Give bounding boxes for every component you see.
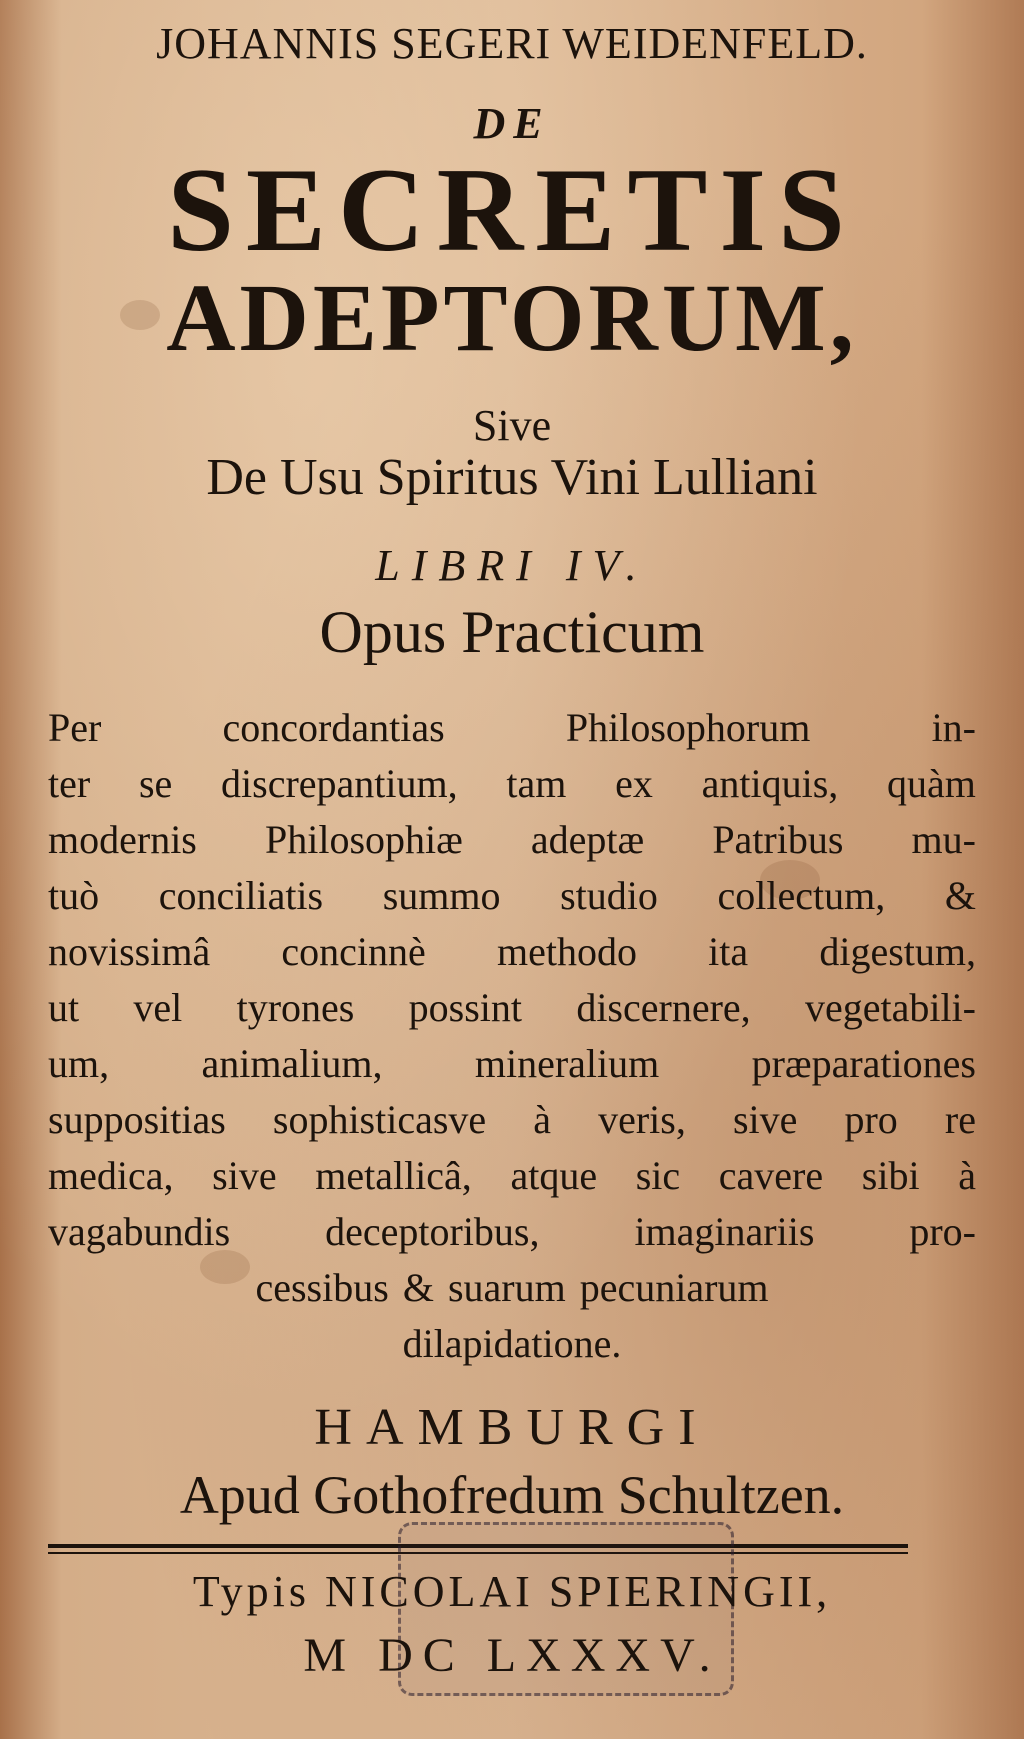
libri-line: LIBRI IV. [375,541,649,590]
word: pecuniarum [579,1265,769,1310]
text-line [48,1260,976,1316]
word: methodo [496,929,637,974]
text-line [48,1204,976,1260]
word: in- [931,705,976,750]
word: atque [510,1153,598,1198]
word: ut [48,985,80,1030]
word: Per [48,705,102,750]
word: vagabundis [48,1209,231,1254]
word: vegetabili- [804,985,976,1030]
word: mineralium [474,1041,660,1086]
word: vel [133,985,183,1030]
word: possint [408,985,523,1030]
word: à [533,1097,552,1142]
word: tuò [48,873,100,918]
word: & [402,1265,434,1310]
subtitle-line: De Usu Spiritus Vini Lulliani [206,449,818,506]
imprint-place: HAMBURGI [314,1399,710,1456]
word: imaginariis [634,1209,815,1254]
word: collectum, [717,873,886,918]
word: dilapidatione. [402,1321,622,1366]
text-line [48,868,976,924]
word: præparationes [751,1041,976,1086]
word: suppositias [48,1097,226,1142]
word: animalium, [201,1041,383,1086]
word: discrepantium, [221,761,458,806]
word: sive [212,1153,277,1198]
word: deceptoribus, [325,1209,540,1254]
word: Patribus [712,817,844,862]
word: concinnè [281,929,426,974]
word: um, [48,1041,110,1086]
word: re [944,1097,976,1142]
title-preposition: DE [473,99,551,148]
title-line-1: SECRETIS [167,143,857,276]
text-line [48,1036,976,1092]
word: à [958,1153,976,1198]
word: tyrones [236,985,355,1030]
word: ita [708,929,749,974]
word: medica, [48,1153,174,1198]
word: studio [560,873,658,918]
word: conciliatis [158,873,324,918]
text-line [48,1092,976,1148]
word: sibi [861,1153,920,1198]
text-line [48,812,976,868]
word: pro- [909,1209,976,1254]
word: metallicâ, [315,1153,472,1198]
word: mu- [911,817,976,862]
word: veris, [598,1097,686,1142]
word: Philosophiæ [264,817,463,862]
word: antiquis, [701,761,839,806]
word: Philosophorum [565,705,811,750]
word: ter [48,761,91,806]
word: modernis [48,817,197,862]
word: sive [732,1097,798,1142]
word: summo [382,873,501,918]
word: adeptæ [530,817,645,862]
word: se [138,761,173,806]
date-line: M DC LXXXV. [303,1629,721,1682]
printer-line: Typis NICOLAI SPIERINGII, [192,1567,832,1616]
text-line [48,1316,976,1372]
title-line-2: ADEPTORUM, [166,264,858,371]
word: & [944,873,976,918]
text-line [48,924,976,980]
text-line [48,1148,976,1204]
word: tam [506,761,567,806]
word: cessibus [255,1265,389,1310]
word: suarum [447,1265,566,1310]
sive-line: Sive [472,401,552,450]
word: sophisticasve [272,1097,487,1142]
description-paragraph [48,700,976,1372]
word: pro [844,1097,898,1142]
text-line [48,756,976,812]
author-line: JOHANNIS SEGERI WEIDENFELD. [156,19,868,68]
word: sic [635,1153,681,1198]
word: ex [615,761,653,806]
text-line [48,700,976,756]
word: digestum, [819,929,976,974]
word: quàm [887,761,976,806]
word: novissimâ [48,929,211,974]
text-line [48,980,976,1036]
opus-line: Opus Practicum [319,599,705,665]
word: cavere [718,1153,824,1198]
word: concordantias [222,705,445,750]
word: discernere, [576,985,751,1030]
imprint-publisher: Apud Gothofredum Schultzen. [179,1465,845,1525]
